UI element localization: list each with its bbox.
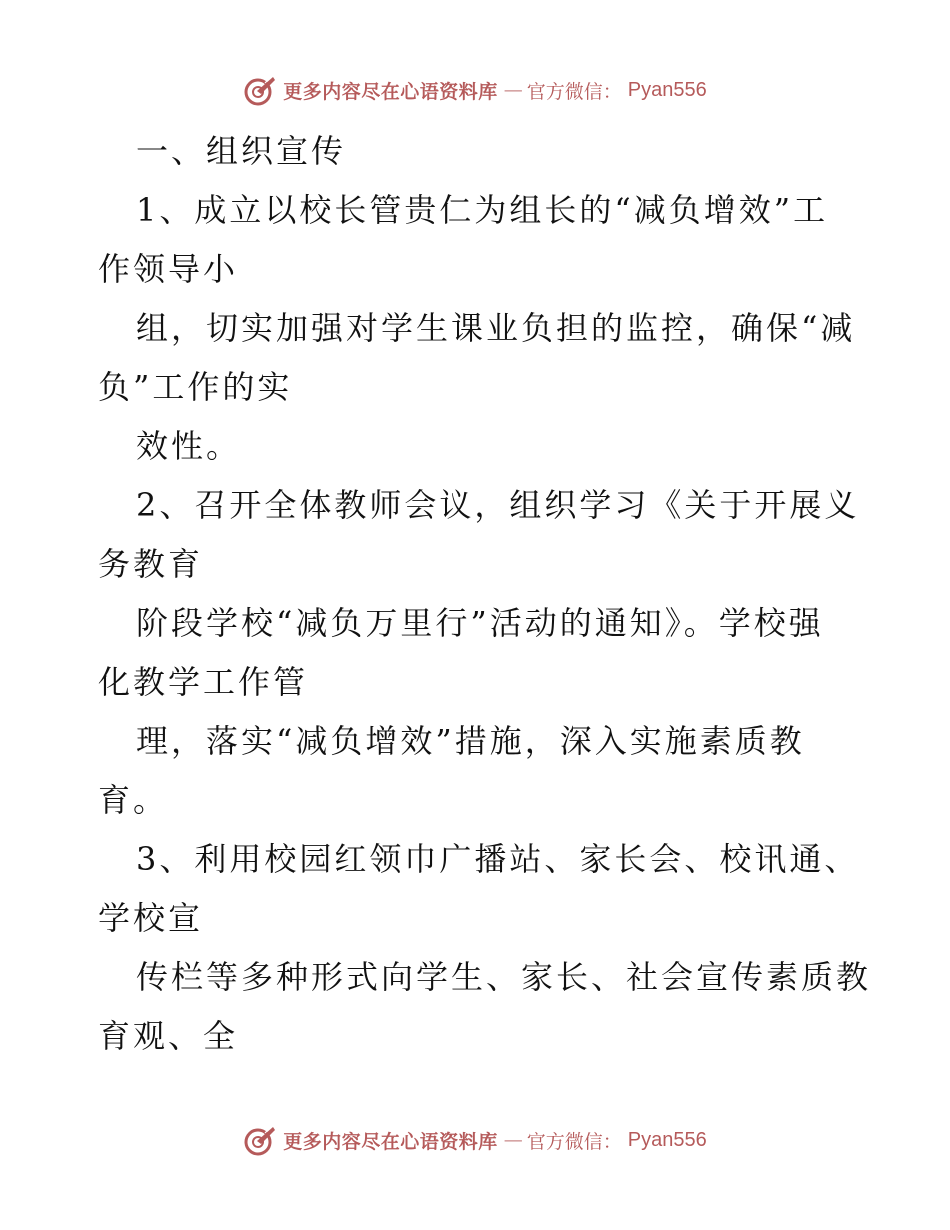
pen-nib-logo-icon	[243, 73, 277, 107]
banner-wechat-id: Pyan556	[627, 78, 707, 101]
doc-line-1: 一、组织宣传	[136, 132, 347, 170]
banner-wechat-label: 官方微信：	[526, 1130, 622, 1153]
banner-separator: —	[503, 1129, 521, 1151]
doc-line-9: 阶段学校“减负万里行”活动的通知》。学校强	[136, 604, 824, 642]
doc-line-10: 化教学工作管	[98, 663, 309, 701]
doc-line-14: 学校宣	[98, 899, 204, 937]
doc-line-13: 3、利用校园红领巾广播站、家长会、校讯通、	[136, 840, 860, 878]
banner-brand-text: 更多内容尽在心语资料库	[283, 80, 498, 103]
doc-line-11: 理，落实“减负增效”措施，深入实施素质教	[136, 722, 805, 760]
footer-banner	[0, 1120, 950, 1160]
doc-line-16: 育观、全	[98, 1017, 239, 1055]
banner-separator: —	[503, 79, 521, 101]
banner-wechat-label: 官方微信：	[526, 80, 622, 103]
doc-line-3: 作领导小	[98, 250, 239, 288]
doc-line-6: 效性。	[136, 427, 242, 465]
doc-line-2: 1、成立以校长管贵仁为组长的“减负增效”工	[136, 191, 829, 229]
doc-line-7: 2、召开全体教师会议，组织学习《关于开展义	[136, 486, 860, 524]
doc-line-15: 传栏等多种形式向学生、家长、社会宣传素质教	[136, 958, 872, 996]
pen-nib-logo-icon	[243, 1123, 277, 1157]
doc-line-12: 育。	[98, 781, 169, 819]
document-body	[98, 122, 872, 1066]
banner-brand-text: 更多内容尽在心语资料库	[283, 1130, 498, 1153]
doc-line-4: 组，切实加强对学生课业负担的监控，确保“减	[136, 309, 856, 347]
header-banner	[0, 70, 950, 110]
doc-line-8: 务教育	[98, 545, 204, 583]
banner-wechat-id: Pyan556	[627, 1128, 707, 1151]
doc-line-5: 负”工作的实	[98, 368, 293, 406]
